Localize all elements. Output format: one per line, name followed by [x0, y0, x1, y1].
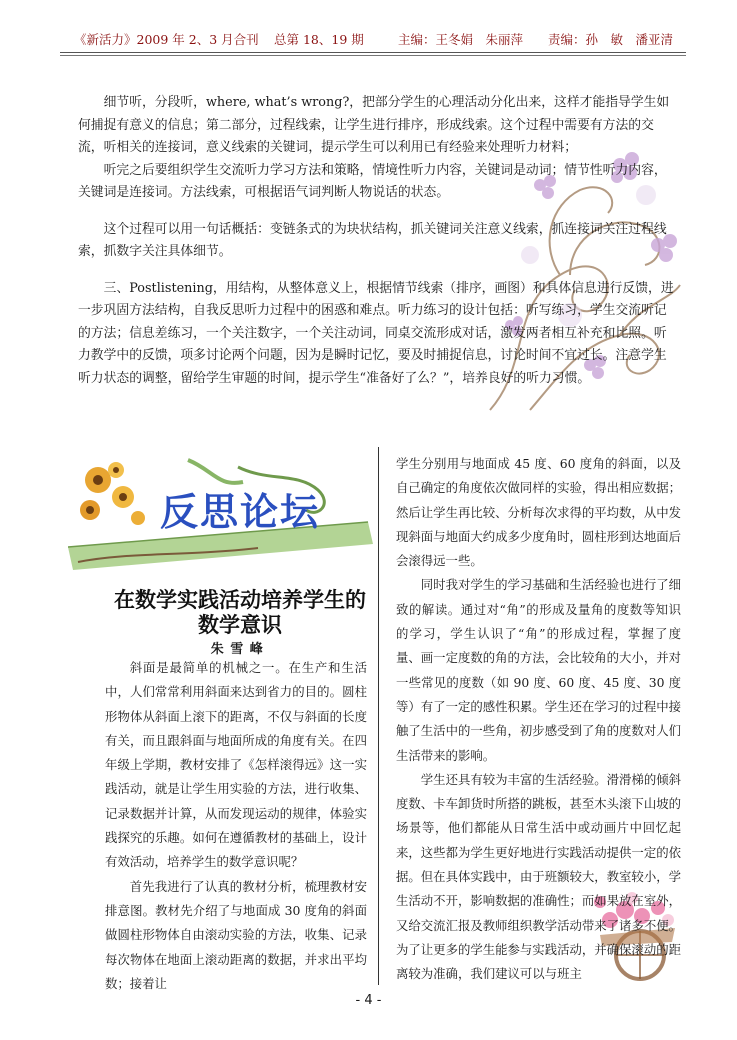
paragraph: 学生分别用与地面成 45 度、60 度角的斜面，以及自己确定的角度依次做同样的实验，得出相应数据；然后让学生再比较、分析每次求得的平均数，从中发现斜面与地面大约成多少度角时，圆柱形到达地面后会滚得远一些。 [396, 456, 681, 569]
running-header [60, 28, 680, 50]
article-author: 朱雪峰 [210, 642, 270, 657]
article-title-line-1: 在数学实践活动培养学生的 [114, 588, 366, 612]
top-section [78, 92, 678, 390]
paragraph: 学生还具有较为丰富的生活经验。滑滑梯的倾斜度数、卡车卸货时所搭的跳板，甚至木头滚下山坡的场景等，他们都能从日常生活中或动画片中回忆起来，这些都为学生更好地进行实践活动提供一定的依据。但在具体实践中，由于班额较大，教室较小，学生活动不开，影响数据的准确性；而如果放在室外，又给交流汇报及教师组织教学活动带来了诸多不便。为了让更多的学生能参与实践活动，并确保滚动的距离较为准确，我们建议可以与班主 [396, 771, 681, 982]
article-title [100, 588, 380, 638]
responsible-editor: 责编：孙 敏 潘亚清 [548, 32, 674, 47]
header-rule [60, 52, 686, 53]
issue-number: 总第 18、19 期 [274, 32, 364, 47]
paragraph: 这个过程可以用一句话概括：变链条式的为块状结构，抓关键词关注意义线索，抓连接词关注过程线索，抓数字关注具体细节。 [78, 221, 667, 259]
article-title-line-2: 数学意识 [198, 613, 282, 637]
left-column [105, 656, 367, 996]
paragraph: 细节听，分段听，where, what’s wrong?，把部分学生的心理活动分化出来，这样才能指导学生如何捕捉有意义的信息；第二部分，过程线索，让学生进行排序，形成线索。这个过程中需要有方法的交流，听相关的连接词，意义线索的关键词，提示学生可以利用已有经验来处理听力材料； [78, 95, 670, 155]
paragraph: 斜面是最简单的机械之一。在生产和生活中，人们常常利用斜面来达到省力的目的。圆柱形物体从斜面上滚下的距离，不仅与斜面的长度有关，而且跟斜面与地面所成的角度有关。在四年级上学期，教材安排了《怎样滚得远》这一实践活动，就是让学生用实验的方法，进行收集、记录数据并计算，从而发现运动的规律，体验实践探究的乐趣。如何在遵循教材的基础上，设计有效活动，培养学生的数学意识呢？ [105, 660, 367, 870]
journal-name: 《新活力》2009 年 2、3 月合刊 [74, 32, 259, 47]
paragraph: 三、Postlistening，用结构，从整体意义上，根据情节线索（排序，画图）和具体信息进行反馈，进一步巩固方法结构，自我反思听力过程中的困惑和难点。听力练习的设计包括：听写练习，学生交流听记的方法；信息差练习，一个关注数字，一个关注动词，同桌交流形成对话，激发两者相互补充和比照。听力教学中的反馈，项多讨论两个问题，因为是瞬时记忆，要及时捕捉信息，讨论时间不宜过长。注意学生听力状态的调整，留给学生审题的时间，提示学生“准备好了么？”，培养良好的听力习惯。 [78, 280, 674, 386]
page-number: - 4 - [355, 993, 382, 1008]
header-rule-thin [60, 55, 686, 56]
paragraph: 首先我进行了认真的教材分析，梳理教材安排意图。教材先介绍了与地面成 30 度角的斜面做圆柱形物体自由滚动实验的方法，收集、记录每次物体在地面上滚动距离的数据，并求出平均数；接着让 [105, 878, 367, 991]
paragraph: 听完之后要组织学生交流听力学习方法和策略，情境性听力内容，关键词是动词；情节性听力内容，关键词是连接词。方法线索，可根据语气词判断人物说话的状态。 [78, 162, 667, 200]
forum-banner-title: 反思论坛 [160, 490, 321, 534]
chief-editor: 主编：王冬娟 朱丽萍 [398, 32, 524, 47]
right-column [396, 452, 681, 987]
paragraph: 同时我对学生的学习基础和生活经验也进行了细致的解读。通过对“角”的形成及量角的度数等知识的学习，学生认识了“角”的形成过程，掌握了度量、画一定度数的角的方法，会比较角的大小，并对一些常见的度数（如 90 度、60 度、45 度、30 度等）有了一定的感性积累。学生还在学习的过程中接触了生活中的一些角，初步感受到了角的度数对人们生活带来的影响。 [396, 577, 681, 763]
column-divider [378, 447, 379, 985]
